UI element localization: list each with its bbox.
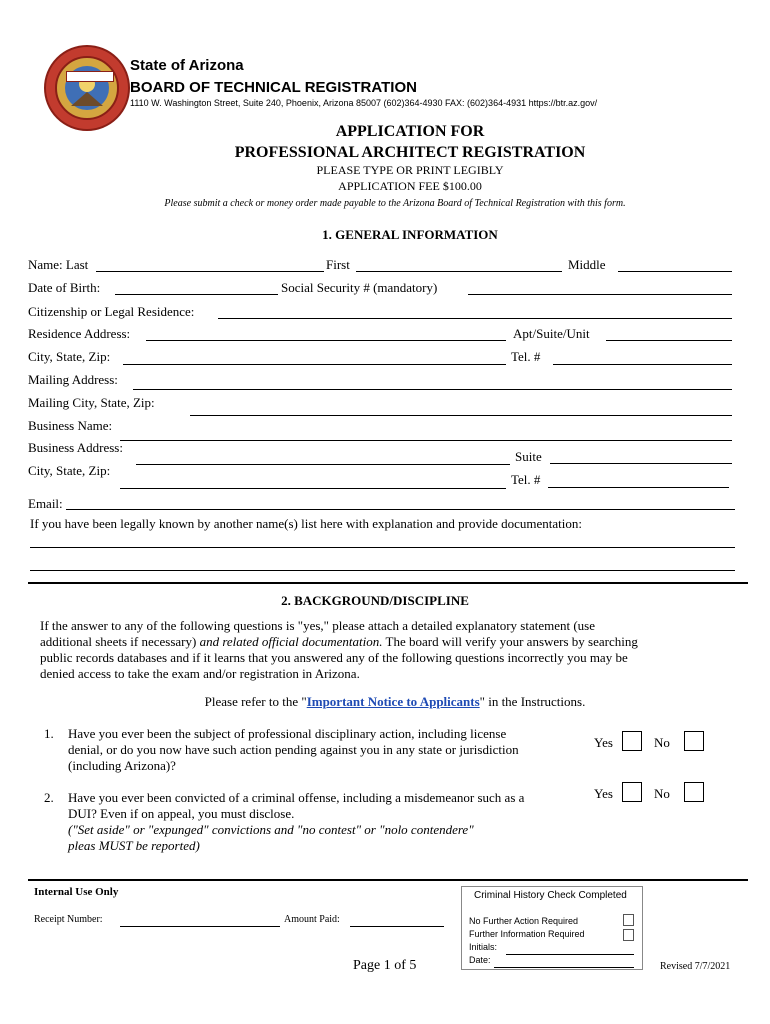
other-names-field-2[interactable] — [30, 570, 735, 571]
name-last-label: Name: Last — [28, 257, 89, 272]
tel-label: Tel. # — [511, 349, 541, 364]
mailing-address-field[interactable] — [133, 389, 732, 390]
q2-line4: pleas MUST be reported) — [68, 838, 200, 853]
business-address-field[interactable] — [136, 464, 510, 465]
dob-label: Date of Birth: — [28, 280, 101, 295]
q1-line3: (including Arizona)? — [68, 758, 176, 773]
business-address-label: Business Address: — [28, 440, 123, 455]
q2-no-label: No — [654, 786, 670, 801]
revised-date: Revised 7/7/2021 — [660, 961, 731, 972]
citizenship-label: Citizenship or Legal Residence: — [28, 304, 195, 319]
name-last-field[interactable] — [96, 271, 324, 272]
city-state-zip-field[interactable] — [123, 364, 506, 365]
city-state-zip-label: City, State, Zip: — [28, 349, 111, 364]
q1-yes-label: Yes — [594, 735, 613, 750]
q1-no-checkbox[interactable] — [684, 731, 704, 751]
business-tel-field[interactable] — [548, 487, 729, 488]
board-name: BOARD OF TECHNICAL REGISTRATION — [130, 79, 417, 96]
q1-line2: denial, or do you now have such action pending against you in any state or jurisdiction — [68, 742, 519, 757]
date-field[interactable] — [494, 967, 634, 968]
initials-field[interactable] — [506, 954, 634, 955]
board-address: 1110 W. Washington Street, Suite 240, Phoenix, Arizona 85007 (602)364-4930 FAX: (602)364-4931 https://btr.az.gov/ — [130, 98, 598, 108]
title-line1: APPLICATION FOR — [335, 123, 485, 140]
citizenship-field[interactable] — [218, 318, 732, 319]
section1-heading: 1. GENERAL INFORMATION — [322, 227, 498, 242]
q1-yes-checkbox[interactable] — [622, 731, 642, 751]
further-info-label: Further Information Required — [469, 929, 585, 939]
tel-field[interactable] — [553, 364, 732, 365]
q2-yes-checkbox[interactable] — [622, 782, 642, 802]
mailing-city-label: Mailing City, State, Zip: — [28, 395, 155, 410]
apt-field[interactable] — [606, 340, 732, 341]
payment-note: Please submit a check or money order made payable to the Arizona Board of Technical Registration with this form. — [164, 198, 626, 209]
residence-address-field[interactable] — [146, 340, 506, 341]
other-names-field-1[interactable] — [30, 547, 735, 548]
q1-line1: Have you ever been the subject of professional disciplinary action, including license — [68, 726, 507, 741]
q2-line1: Have you ever been convicted of a criminal offense, including a misdemeanor such as a — [68, 790, 525, 805]
refer-notice: Please refer to the "Important Notice to Applicants" in the Instructions. — [204, 694, 586, 709]
criminal-history-title: Criminal History Check Completed — [474, 890, 627, 901]
middle-name-field[interactable] — [618, 271, 732, 272]
intro-line4: denied access to take the exam and/or registration in Arizona. — [40, 666, 360, 681]
intro-line2: additional sheets if necessary) and related official documentation. The board will verify your answers by searching — [40, 634, 638, 649]
business-tel-label: Tel. # — [511, 472, 541, 487]
middle-label: Middle — [568, 257, 606, 272]
q2-number: 2. — [44, 790, 54, 805]
residence-address-label: Residence Address: — [28, 326, 131, 341]
important-notice-link[interactable]: Important Notice to Applicants — [306, 694, 480, 709]
receipt-label: Receipt Number: — [34, 914, 103, 925]
intro-line1: If the answer to any of the following questions is "yes," please attach a detailed explanatory statement (use — [40, 618, 595, 633]
mailing-city-field[interactable] — [190, 415, 732, 416]
internal-divider — [28, 879, 748, 881]
q2-line3: ("Set aside" or "expunged" convictions and "no contest" or "nolo contendere" — [68, 822, 474, 837]
section2-heading: 2. BACKGROUND/DISCIPLINE — [281, 593, 469, 608]
mailing-address-label: Mailing Address: — [28, 372, 118, 387]
amount-label: Amount Paid: — [284, 914, 340, 925]
business-city-label: City, State, Zip: — [28, 463, 111, 478]
first-name-field[interactable] — [356, 271, 562, 272]
date-label: Date: — [469, 955, 491, 965]
ssn-label: Social Security # (mandatory) — [281, 280, 438, 295]
title-line3: PLEASE TYPE OR PRINT LEGIBLY — [316, 163, 504, 177]
state-name: State of Arizona — [130, 57, 244, 74]
section-divider — [28, 582, 748, 584]
business-name-field[interactable] — [120, 440, 732, 441]
no-further-label: No Further Action Required — [469, 916, 579, 926]
arizona-seal-logo — [44, 45, 130, 131]
suite-field[interactable] — [550, 463, 732, 464]
q2-no-checkbox[interactable] — [684, 782, 704, 802]
other-names-label: If you have been legally known by another name(s) list here with explanation and provide documentation: — [30, 516, 582, 531]
email-label: Email: — [28, 496, 63, 511]
title-fee: APPLICATION FEE $100.00 — [338, 179, 482, 193]
ssn-field[interactable] — [468, 294, 732, 295]
q2-line2: DUI? Even if on appeal, you must disclose. — [68, 806, 295, 821]
title-line2: PROFESSIONAL ARCHITECT REGISTRATION — [234, 144, 586, 161]
dob-field[interactable] — [115, 294, 278, 295]
amount-field[interactable] — [350, 926, 444, 927]
q1-no-label: No — [654, 735, 670, 750]
suite-label: Suite — [515, 449, 542, 464]
apt-label: Apt/Suite/Unit — [513, 326, 590, 341]
q1-number: 1. — [44, 726, 54, 741]
intro-line3: public records databases and if it learns that you answered any of the following questions incorrectly you may be — [40, 650, 628, 665]
internal-use-title: Internal Use Only — [34, 886, 119, 898]
business-name-label: Business Name: — [28, 418, 113, 433]
no-further-checkbox[interactable] — [623, 914, 634, 926]
receipt-field[interactable] — [120, 926, 280, 927]
first-label: First — [326, 257, 350, 272]
initials-label: Initials: — [469, 942, 498, 952]
email-field[interactable] — [66, 509, 735, 510]
page-number: Page 1 of 5 — [353, 958, 417, 973]
further-info-checkbox[interactable] — [623, 929, 634, 941]
q2-yes-label: Yes — [594, 786, 613, 801]
business-city-field[interactable] — [120, 488, 506, 489]
